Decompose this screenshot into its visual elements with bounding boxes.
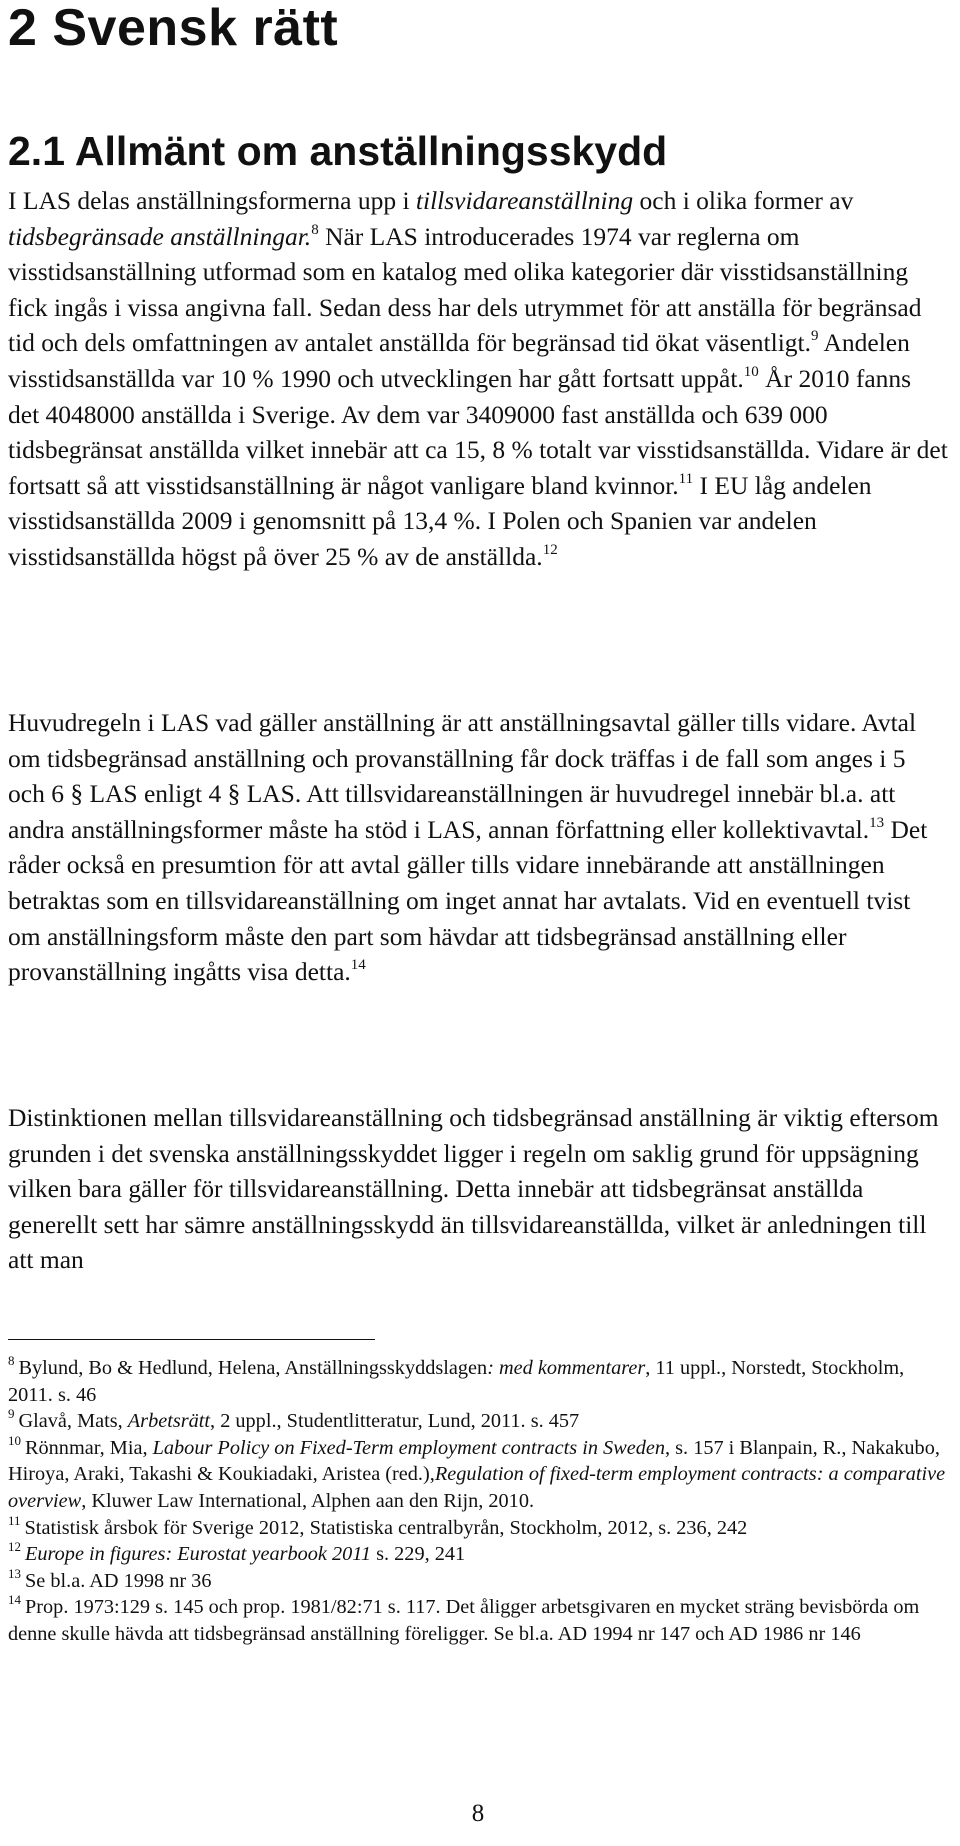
text-run: År 2010 fanns det 4048000 anställda i Sverige. Av dem var 3409000 fast anställda och 639 000 tidsbegränsat anställda vilket innebär att ca 15, 8 % totalt var visstidsanställda. Vidare är det fortsatt så att visstidsanställning är något vanligare bland kvinnor. — [8, 363, 948, 500]
text-run: Andelen visstidsanställda var 10 % 1990 och utvecklingen har gått fortsatt uppåt. — [8, 328, 910, 393]
page-number: 8 — [471, 1800, 485, 1827]
footnote-number: 9 — [8, 1406, 15, 1422]
footnote-13 — [8, 1565, 948, 1595]
footnote-14 — [8, 1594, 948, 1647]
paragraph-distinction: Distinktionen mellan tillsvidareanställning och tidsbegränsad anställning är viktig eftersom grunden i det svenska anställningsskyddet ligger i regeln om saklig grund för uppsägning vilken bara gäller för tillsvidareanställning. Detta innebär att tidsbegränsat anställda generellt sett har sämre anställningsskydd än tillsvidareanställda, vilket är anledningen till att man — [8, 1103, 939, 1275]
footnote-ref-13[interactable]: 13 — [869, 814, 885, 831]
chapter-title: 2 Svensk rätt — [8, 0, 339, 57]
footnote-text: , Kluwer Law International, Alphen aan den Rijn, 2010. — [81, 1489, 535, 1512]
footnote-8 — [8, 1355, 948, 1408]
text-run: Det råder också en presumtion för att avtal gäller tills vidare innebärande att anställningen betraktas som en tillsvidareanställning om inget annat har avtalats. Vid en eventuell tvist om anställningsform måste den part som hävdar att tidsbegränsad anställning eller provanställning ingåtts visa detta. — [8, 814, 928, 987]
italic-term: tillsvidareanställning — [415, 186, 634, 215]
footnote-number: 14 — [8, 1592, 21, 1608]
footnote-text: Rönnmar, Mia, — [25, 1436, 153, 1459]
footnote-9 — [8, 1408, 948, 1435]
footnote-ref-11[interactable]: 11 — [678, 470, 694, 487]
footnote-12 — [8, 1541, 948, 1568]
footnote-11 — [8, 1512, 948, 1542]
footnote-text: , s. 157 i Blanpain, R., Nakakubo, Hiroya, Araki, Takashi & Koukiadaki, Aristea (red.), — [8, 1436, 940, 1486]
footnote-text: , 2 uppl., Studentlitteratur, Lund, 2011. s. 457 — [210, 1410, 580, 1433]
footnote-ref-9[interactable]: 9 — [811, 328, 819, 345]
footnote-text: Se bl.a. AD 1998 nr 36 — [25, 1569, 212, 1592]
text-run: I LAS delas anställningsformerna upp i — [8, 186, 416, 215]
footnote-text: Bylund, Bo & Hedlund, Helena, Anställningsskyddslagen — [18, 1357, 488, 1379]
footnote-number: 10 — [8, 1432, 21, 1448]
footnote-ref-8[interactable]: 8 — [311, 221, 319, 238]
paragraph-main-rule — [8, 705, 948, 990]
paragraph-employment-forms — [8, 183, 948, 575]
footnote-text: s. 229, 241 — [371, 1543, 466, 1566]
text-run: När LAS introducerades 1974 var reglerna om visstidsanställning utformad som en katalog med olika kategorier där visstidsanställning fick ingås i vissa angivna fall. Sedan dess har dels utrymmet för att anställa för begränsad tid och dels omfattningen av antalet anställda för begränsad tid ökat väsentligt. — [8, 221, 922, 358]
footnote-italic: Europe in figures: Eurostat yearbook 2011 — [25, 1543, 372, 1566]
footnote-ref-14[interactable]: 14 — [350, 957, 366, 974]
footnote-number: 11 — [8, 1512, 21, 1528]
footnote-text: Statistisk årsbok för Sverige 2012, Statistiska centralbyrån, Stockholm, 2012, s. 236, 242 — [24, 1516, 748, 1539]
footnote-separator — [8, 1339, 375, 1340]
footnote-italic: : med kommentarer — [487, 1357, 646, 1379]
italic-term: tidsbegränsade anställningar. — [8, 221, 312, 251]
footnotes-section — [8, 1355, 948, 1648]
text-run: Huvudregeln i LAS vad gäller anställning är att anställningsavtal gäller tills vidare. Avtal om tidsbegränsad anställning och provanställning får dock träffas i de fall som anges i 5 och 6 § LAS enligt 4 § LAS. Att tillsvidareanställningen är huvudregel innebär bl.a. att andra anställningsformer måste ha stöd i LAS, annan författning eller kollektivavtal. — [8, 708, 917, 844]
footnote-number: 13 — [8, 1565, 21, 1581]
footnote-number: 12 — [8, 1539, 21, 1555]
footnote-italic: Regulation of fixed-term employment contracts: a comparative overview — [8, 1463, 946, 1512]
document-page — [8, 0, 948, 1827]
footnote-text: Prop. 1973:129 s. 145 och prop. 1981/82:71 s. 117. Det åligger arbetsgivaren en mycket sträng bevisbörda om denne skulle hävda att tidsbegränsad anställning föreligger. Se bl.a. AD 1994 nr 147 och AD 1986 nr 146 — [8, 1596, 920, 1645]
footnote-ref-12[interactable]: 12 — [542, 541, 558, 558]
footnote-text: Glavå, Mats, — [18, 1410, 128, 1433]
section-title: 2.1 Allmänt om anställningsskydd — [8, 128, 668, 174]
footnote-ref-10[interactable]: 10 — [743, 363, 759, 380]
text-run: I EU låg andelen visstidsanställda 2009 i genomsnitt på 13,4 %. I Polen och Spanien var andelen visstidsanställda högst på över 25 % av de anställda. — [8, 470, 872, 571]
footnote-10 — [8, 1432, 948, 1515]
footnote-text: , 11 uppl., Norstedt, Stockholm, 2011. s. 46 — [8, 1357, 905, 1406]
text-run: och i olika former av — [633, 186, 854, 215]
footnote-italic: Labour Policy on Fixed-Term employment contracts in Sweden — [152, 1436, 666, 1459]
footnote-italic: Arbetsrätt — [127, 1410, 211, 1433]
footnote-number: 8 — [8, 1353, 15, 1368]
